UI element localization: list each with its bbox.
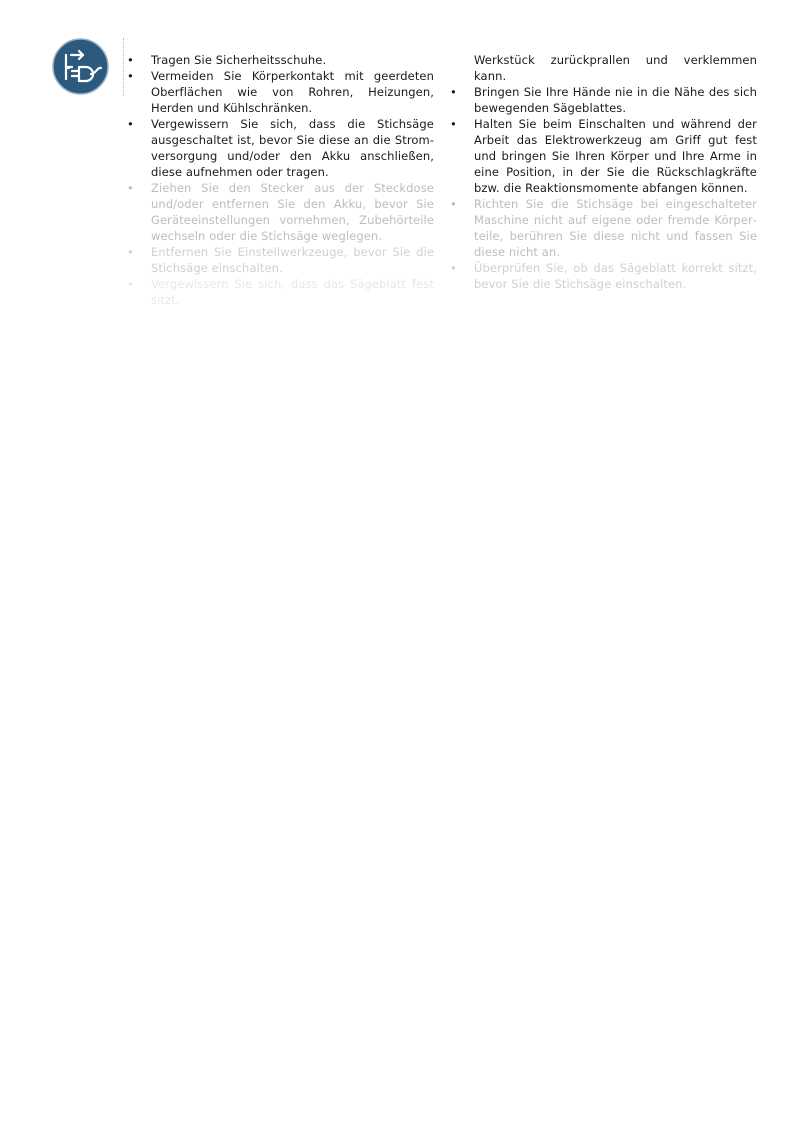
list-item: • Vergewissern Sie sich, dass die Stichsäge ausgeschaltet ist, bevor Sie diese an die Stromversorgung und/oder den Akku anschließen, diese aufnehmen oder tragen. [151,116,434,180]
list-item: • Richten Sie die Stichsäge bei eingeschalteter Maschine nicht auf eigene oder fremde Körperteile, berühren Sie diese nicht und fassen Sie diese nicht an. [474,196,757,260]
list-item: • Tragen Sie Sicherheitsschuhe. [151,52,434,68]
list-item: • Bringen Sie Ihre Hände nie in die Nähe des sich bewegenden Sägeblattes. [474,84,757,116]
right-bullet-list [474,52,757,291]
list-item: • Überprüfen Sie, ob das Sägeblatt korrekt sitzt, bevor Sie die Stichsäge einschalten. [474,260,757,284]
right-column [474,52,757,291]
left-column [151,52,434,307]
list-item-continuation: Werkstück zurückprallen und verklemmen kann. [474,53,757,83]
list-item: • Entfernen Sie Einstellwerkzeuge, bevor Sie die Stichsäge einschalten. [151,244,434,276]
left-bullet-list [151,52,434,307]
disconnect-plug-icon [52,38,109,95]
vertical-divider [123,38,124,96]
list-item: • Vergewissern Sie sich, dass das Sägeblatt fest sitzt. [151,276,434,284]
list-item: • Halten Sie beim Einschalten und während der Arbeit das Elektrowerkzeug am Griff gut fest und bringen Sie Ihren Körper und Ihre Arme in eine Position, in der Sie die Rückschlagkräfte bzw. die Reaktionsmomente abfangen können. [474,116,757,196]
list-item: • Vermeiden Sie Körperkontakt mit geerdeten Oberflächen wie von Rohren, Heizungen, Herden und Kühlschränken. [151,68,434,116]
list-item: • Ziehen Sie den Stecker aus der Steckdose und/oder entfernen Sie den Akku, bevor Sie Geräteeinstellungen vornehmen, Zubehörteile wechseln oder die Stichsäge weglegen. [151,180,434,244]
